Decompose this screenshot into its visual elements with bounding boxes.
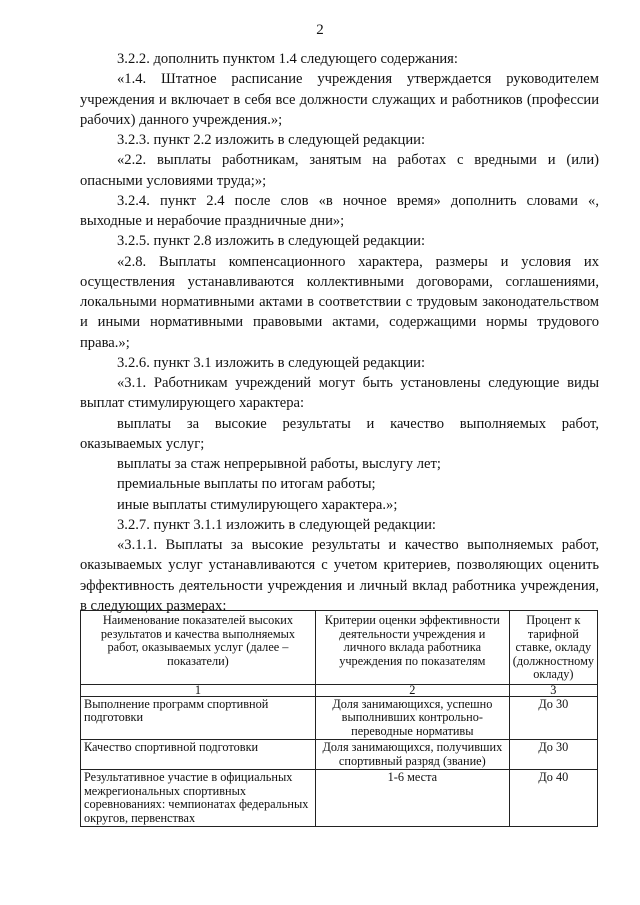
table-cell: Доля занимающихся, получивших спортивный разряд (звание): [315, 740, 509, 770]
document-body: [80, 49, 599, 616]
table-row: [81, 740, 598, 770]
table-row: [81, 770, 598, 827]
paragraph: 3.2.4. пункт 2.4 после слов «в ночное время» дополнить словами «, выходные и нерабочие праздничные дни»;: [80, 192, 599, 229]
table-cell: Выполнение программ спортивной подготовки: [81, 696, 316, 740]
table-header-cell: Наименование показателей высоких результатов и качества выполняемых работ, оказываемых услуг (далее – показатели): [81, 611, 316, 685]
table-row: [81, 696, 598, 740]
page-number: 2: [316, 22, 324, 38]
table-header-cell: Процент к тарифной ставке, окладу (должностному окладу): [509, 611, 597, 685]
table-header-cell: Критерии оценки эффективности деятельности учреждения и личного вклада работника учреждения по показателям: [315, 611, 509, 685]
table-cell: Результативное участие в официальных межрегиональных спортивных соревнованиях: чемпионатах федеральных округов, первенствах: [81, 770, 316, 827]
criteria-table: [80, 610, 598, 827]
column-number-row: [81, 684, 598, 696]
table-cell: 1-6 места: [315, 770, 509, 827]
column-number: 3: [509, 684, 597, 696]
table-header-row: [81, 611, 598, 685]
paragraph: выплаты за высокие результаты и качество выполняемых работ, оказываемых услуг;: [80, 415, 599, 452]
paragraph: премиальные выплаты по итогам работы;: [117, 476, 376, 493]
paragraph: «2.8. Выплаты компенсационного характера, размеры и условия их осуществления устанавливаются коллективными договорами, соглашениями, локальными нормативными актами в соответствии с трудовым законодательством и иными нормативными правовыми актами, содержащими нормы трудового права.»;: [80, 253, 599, 351]
paragraph: 3.2.3. пункт 2.2 изложить в следующей редакции:: [117, 132, 426, 148]
paragraph: 3.2.5. пункт 2.8 изложить в следующей редакции:: [117, 233, 426, 250]
column-number: 2: [315, 684, 509, 696]
paragraph: «1.4. Штатное расписание учреждения утверждается руководителем учреждения и включает в себя все должности служащих и работников (профессии рабочих) данного учреждения.»;: [80, 71, 599, 128]
paragraph: «2.2. выплаты работникам, занятым на работах с вредными и (или) опасными условиями труда;»;: [80, 152, 599, 189]
table-cell: До 40: [509, 770, 597, 827]
paragraph: «3.1.1. Выплаты за высокие результаты и качество выполняемых работ, оказываемых услуг устанавливаются с учетом критериев, позволяющих оценить эффективность деятельности учреждения и личный вклад работника учреждения, в следующих размерах:: [80, 537, 599, 614]
paragraph: выплаты за стаж непрерывной работы, выслугу лет;: [117, 456, 441, 472]
table-cell: Качество спортивной подготовки: [81, 740, 316, 770]
table-cell: Доля занимающихся, успешно выполнивших контрольно-переводные нормативы: [315, 696, 509, 740]
paragraph: 3.2.7. пункт 3.1.1 изложить в следующей редакции:: [117, 516, 436, 533]
paragraph: 3.2.2. дополнить пунктом 1.4 следующего содержания:: [117, 51, 458, 67]
table-cell: До 30: [509, 740, 597, 770]
paragraph: «3.1. Работникам учреждений могут быть установлены следующие виды выплат стимулирующего характера:: [80, 375, 599, 412]
paragraph: иные выплаты стимулирующего характера.»;: [117, 496, 398, 513]
paragraph: 3.2.6. пункт 3.1 изложить в следующей редакции:: [117, 354, 426, 371]
column-number: 1: [81, 684, 316, 696]
table-cell: До 30: [509, 696, 597, 740]
